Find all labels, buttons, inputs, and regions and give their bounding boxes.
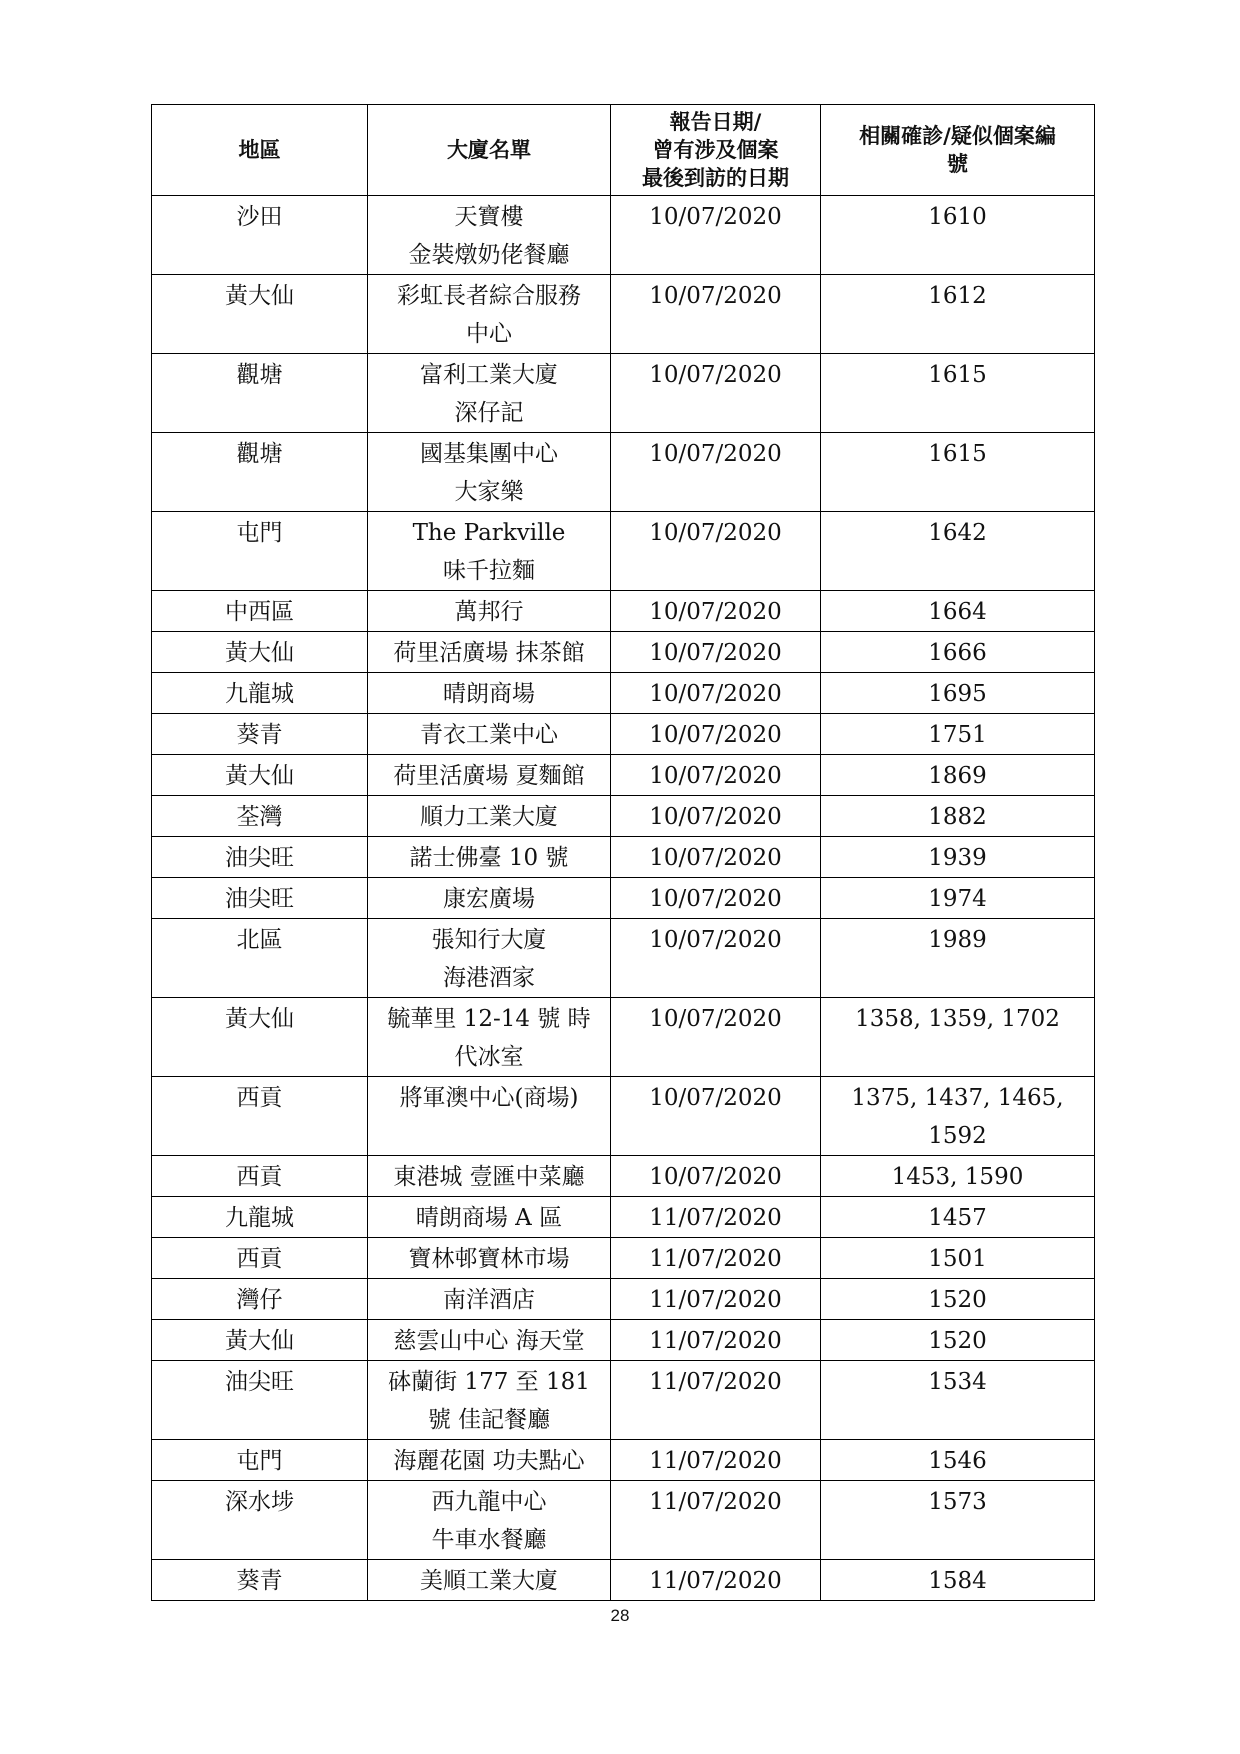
cell-date: 10/07/2020 bbox=[611, 998, 821, 1077]
cell-case-numbers bbox=[821, 673, 1095, 714]
case-number-line: 1358, 1359, 1702 bbox=[855, 1006, 1060, 1032]
cell-building bbox=[368, 919, 611, 998]
cell-district: 屯門 bbox=[152, 1440, 368, 1481]
cell-date: 10/07/2020 bbox=[611, 354, 821, 433]
case-number-line: 1501 bbox=[928, 1246, 987, 1272]
cell-case-numbers bbox=[821, 433, 1095, 512]
case-number-line: 1520 bbox=[928, 1328, 987, 1354]
building-name-line: 大家樂 bbox=[454, 479, 524, 505]
cell-case-numbers bbox=[821, 591, 1095, 632]
cell-date: 10/07/2020 bbox=[611, 632, 821, 673]
building-name-line: 富利工業大廈 bbox=[420, 362, 558, 388]
table-row bbox=[152, 1560, 1095, 1601]
cell-date: 11/07/2020 bbox=[611, 1279, 821, 1320]
building-name-line: 慈雲山中心 海天堂 bbox=[393, 1328, 585, 1354]
building-name-line: 海港酒家 bbox=[443, 965, 535, 991]
cell-building bbox=[368, 632, 611, 673]
cell-case-numbers bbox=[821, 1481, 1095, 1560]
building-name-line: 代冰室 bbox=[454, 1044, 524, 1070]
cell-building bbox=[368, 1197, 611, 1238]
case-number-line: 1615 bbox=[928, 362, 987, 388]
header-case-line: 相關確診/疑似個案編 bbox=[859, 124, 1056, 148]
case-number-line: 1546 bbox=[928, 1448, 987, 1474]
table-row bbox=[152, 714, 1095, 755]
case-number-line: 1974 bbox=[928, 886, 987, 912]
case-number-line: 1592 bbox=[928, 1123, 987, 1149]
cell-case-numbers bbox=[821, 837, 1095, 878]
case-number-line: 1453, 1590 bbox=[891, 1164, 1024, 1190]
building-name-line: 東港城 壹匯中菜廳 bbox=[393, 1164, 585, 1190]
building-name-line: 荷里活廣場 夏麵館 bbox=[393, 763, 585, 789]
table-row bbox=[152, 1481, 1095, 1560]
table-row bbox=[152, 275, 1095, 354]
building-name-line: 海麗花園 功夫點心 bbox=[393, 1448, 585, 1474]
cell-district: 荃灣 bbox=[152, 796, 368, 837]
cell-case-numbers bbox=[821, 196, 1095, 275]
table-row bbox=[152, 1320, 1095, 1361]
cell-case-numbers bbox=[821, 512, 1095, 591]
table-body bbox=[152, 196, 1095, 1601]
cell-case-numbers bbox=[821, 1440, 1095, 1481]
cell-date: 10/07/2020 bbox=[611, 714, 821, 755]
table-row bbox=[152, 1361, 1095, 1440]
cell-building bbox=[368, 1481, 611, 1560]
cell-case-numbers bbox=[821, 354, 1095, 433]
cell-case-numbers bbox=[821, 998, 1095, 1077]
cell-district: 黃大仙 bbox=[152, 632, 368, 673]
cell-district: 深水埗 bbox=[152, 1481, 368, 1560]
case-number-line: 1610 bbox=[928, 204, 987, 230]
building-name-line: 牛車水餐廳 bbox=[431, 1527, 547, 1553]
cell-case-numbers bbox=[821, 1238, 1095, 1279]
case-number-line: 1751 bbox=[928, 722, 987, 748]
cell-district: 中西區 bbox=[152, 591, 368, 632]
table-row bbox=[152, 1238, 1095, 1279]
header-district: 地區 bbox=[152, 105, 368, 196]
cell-date: 11/07/2020 bbox=[611, 1238, 821, 1279]
cell-date: 10/07/2020 bbox=[611, 591, 821, 632]
cell-date: 10/07/2020 bbox=[611, 512, 821, 591]
cell-case-numbers bbox=[821, 1077, 1095, 1156]
building-name-line: 天寶樓 bbox=[454, 204, 524, 230]
table-row bbox=[152, 591, 1095, 632]
header-date bbox=[611, 105, 821, 196]
table-row bbox=[152, 196, 1095, 275]
cell-date: 10/07/2020 bbox=[611, 673, 821, 714]
table-row bbox=[152, 354, 1095, 433]
cell-building bbox=[368, 755, 611, 796]
building-name-line: 砵蘭街 177 至 181 bbox=[388, 1369, 590, 1395]
header-row bbox=[152, 105, 1095, 196]
cell-building bbox=[368, 1320, 611, 1361]
case-number-line: 1939 bbox=[928, 845, 987, 871]
cell-building bbox=[368, 1361, 611, 1440]
cell-building bbox=[368, 1238, 611, 1279]
case-number-line: 1666 bbox=[928, 640, 987, 666]
building-name-line: 國基集團中心 bbox=[420, 441, 558, 467]
cell-district: 觀塘 bbox=[152, 354, 368, 433]
cell-district: 油尖旺 bbox=[152, 1361, 368, 1440]
building-name-line: 青衣工業中心 bbox=[420, 722, 558, 748]
cell-building bbox=[368, 354, 611, 433]
cell-district: 觀塘 bbox=[152, 433, 368, 512]
cell-building bbox=[368, 1440, 611, 1481]
table-row bbox=[152, 796, 1095, 837]
table-row bbox=[152, 878, 1095, 919]
case-number-line: 1520 bbox=[928, 1287, 987, 1313]
page-number: 28 bbox=[610, 1606, 630, 1625]
header-case-number bbox=[821, 105, 1095, 196]
building-name-line: 將軍澳中心(商場) bbox=[399, 1085, 579, 1111]
cell-district: 葵青 bbox=[152, 1560, 368, 1601]
building-name-line: 味千拉麵 bbox=[443, 558, 535, 584]
cell-building bbox=[368, 796, 611, 837]
table-row bbox=[152, 512, 1095, 591]
cell-district: 屯門 bbox=[152, 512, 368, 591]
header-case-line: 號 bbox=[947, 152, 968, 176]
cell-case-numbers bbox=[821, 919, 1095, 998]
cell-case-numbers bbox=[821, 796, 1095, 837]
cell-date: 10/07/2020 bbox=[611, 878, 821, 919]
cell-district: 沙田 bbox=[152, 196, 368, 275]
cell-date: 11/07/2020 bbox=[611, 1197, 821, 1238]
cell-district: 西貢 bbox=[152, 1156, 368, 1197]
cell-district: 油尖旺 bbox=[152, 837, 368, 878]
building-name-line: 康宏廣場 bbox=[443, 886, 535, 912]
case-number-line: 1615 bbox=[928, 441, 987, 467]
cell-date: 11/07/2020 bbox=[611, 1361, 821, 1440]
building-name-line: 毓華里 12-14 號 時 bbox=[387, 1006, 591, 1032]
table-row bbox=[152, 1197, 1095, 1238]
table-row bbox=[152, 673, 1095, 714]
buildings-table bbox=[151, 104, 1095, 1601]
cell-district: 黃大仙 bbox=[152, 275, 368, 354]
case-number-line: 1869 bbox=[928, 763, 987, 789]
cell-date: 10/07/2020 bbox=[611, 275, 821, 354]
cell-date: 10/07/2020 bbox=[611, 755, 821, 796]
building-name-line: 萬邦行 bbox=[454, 599, 524, 625]
header-date-line: 曾有涉及個案 bbox=[652, 138, 779, 162]
cell-case-numbers bbox=[821, 714, 1095, 755]
header-date-line: 報告日期/ bbox=[669, 110, 762, 134]
cell-building bbox=[368, 878, 611, 919]
case-number-line: 1882 bbox=[928, 804, 987, 830]
cell-building bbox=[368, 1560, 611, 1601]
table-row bbox=[152, 998, 1095, 1077]
case-number-line: 1664 bbox=[928, 599, 987, 625]
case-number-line: 1375, 1437, 1465, bbox=[851, 1085, 1064, 1111]
cell-date: 10/07/2020 bbox=[611, 1156, 821, 1197]
building-name-line: 荷里活廣場 抹茶館 bbox=[393, 640, 585, 666]
cell-district: 北區 bbox=[152, 919, 368, 998]
cell-district: 九龍城 bbox=[152, 673, 368, 714]
cell-case-numbers bbox=[821, 878, 1095, 919]
table-row bbox=[152, 1077, 1095, 1156]
building-name-line: 美順工業大廈 bbox=[420, 1568, 558, 1594]
cell-date: 11/07/2020 bbox=[611, 1481, 821, 1560]
cell-date: 10/07/2020 bbox=[611, 837, 821, 878]
case-number-line: 1584 bbox=[928, 1568, 987, 1594]
cell-date: 10/07/2020 bbox=[611, 919, 821, 998]
building-name-line: The Parkville bbox=[412, 520, 566, 546]
cell-case-numbers bbox=[821, 275, 1095, 354]
cell-date: 10/07/2020 bbox=[611, 433, 821, 512]
cell-building bbox=[368, 275, 611, 354]
cell-district: 西貢 bbox=[152, 1077, 368, 1156]
building-name-line: 深仔記 bbox=[454, 400, 524, 426]
table-row bbox=[152, 433, 1095, 512]
building-name-line: 號 佳記餐廳 bbox=[427, 1407, 551, 1433]
building-name-line: 南洋酒店 bbox=[443, 1287, 535, 1313]
building-name-line: 寶林邨寶林市場 bbox=[408, 1246, 570, 1272]
cell-date: 10/07/2020 bbox=[611, 196, 821, 275]
building-name-line: 諾士佛臺 10 號 bbox=[409, 845, 569, 871]
cell-building bbox=[368, 998, 611, 1077]
case-number-line: 1573 bbox=[928, 1489, 987, 1515]
cell-case-numbers bbox=[821, 632, 1095, 673]
building-name-line: 西九龍中心 bbox=[431, 1489, 547, 1515]
case-number-line: 1695 bbox=[928, 681, 987, 707]
case-number-line: 1612 bbox=[928, 283, 987, 309]
cell-building bbox=[368, 714, 611, 755]
cell-building bbox=[368, 196, 611, 275]
table-row bbox=[152, 1156, 1095, 1197]
cell-district: 黃大仙 bbox=[152, 755, 368, 796]
cell-district: 西貢 bbox=[152, 1238, 368, 1279]
cell-building bbox=[368, 1077, 611, 1156]
building-name-line: 中心 bbox=[466, 321, 512, 347]
cell-building bbox=[368, 1156, 611, 1197]
cell-case-numbers bbox=[821, 1361, 1095, 1440]
cell-building bbox=[368, 673, 611, 714]
cell-district: 油尖旺 bbox=[152, 878, 368, 919]
header-building: 大廈名單 bbox=[368, 105, 611, 196]
table-header bbox=[152, 105, 1095, 196]
building-name-line: 晴朗商場 bbox=[443, 681, 535, 707]
cell-case-numbers bbox=[821, 755, 1095, 796]
building-name-line: 金裝燉奶佬餐廳 bbox=[408, 242, 570, 268]
header-date-line: 最後到訪的日期 bbox=[642, 166, 789, 190]
cell-date: 11/07/2020 bbox=[611, 1560, 821, 1601]
table-row bbox=[152, 755, 1095, 796]
cell-building bbox=[368, 591, 611, 632]
table-row bbox=[152, 1440, 1095, 1481]
cell-date: 11/07/2020 bbox=[611, 1320, 821, 1361]
cell-district: 灣仔 bbox=[152, 1279, 368, 1320]
table-row bbox=[152, 632, 1095, 673]
case-number-line: 1534 bbox=[928, 1369, 987, 1395]
building-name-line: 順力工業大廈 bbox=[420, 804, 558, 830]
building-name-line: 彩虹長者綜合服務 bbox=[397, 283, 581, 309]
cell-case-numbers bbox=[821, 1156, 1095, 1197]
case-number-line: 1989 bbox=[928, 927, 987, 953]
cell-building bbox=[368, 512, 611, 591]
cell-building bbox=[368, 1279, 611, 1320]
table-row bbox=[152, 1279, 1095, 1320]
cell-date: 10/07/2020 bbox=[611, 1077, 821, 1156]
cell-case-numbers bbox=[821, 1197, 1095, 1238]
cell-district: 九龍城 bbox=[152, 1197, 368, 1238]
cell-building bbox=[368, 433, 611, 512]
cell-district: 葵青 bbox=[152, 714, 368, 755]
cell-case-numbers bbox=[821, 1560, 1095, 1601]
case-number-line: 1457 bbox=[928, 1205, 987, 1231]
cell-case-numbers bbox=[821, 1279, 1095, 1320]
cell-date: 10/07/2020 bbox=[611, 796, 821, 837]
building-name-line: 張知行大廈 bbox=[431, 927, 547, 953]
table-row bbox=[152, 919, 1095, 998]
case-number-line: 1642 bbox=[928, 520, 987, 546]
cell-district: 黃大仙 bbox=[152, 998, 368, 1077]
cell-case-numbers bbox=[821, 1320, 1095, 1361]
cell-building bbox=[368, 837, 611, 878]
cell-date: 11/07/2020 bbox=[611, 1440, 821, 1481]
cell-district: 黃大仙 bbox=[152, 1320, 368, 1361]
table-row bbox=[152, 837, 1095, 878]
building-name-line: 晴朗商場 A 區 bbox=[415, 1205, 563, 1231]
